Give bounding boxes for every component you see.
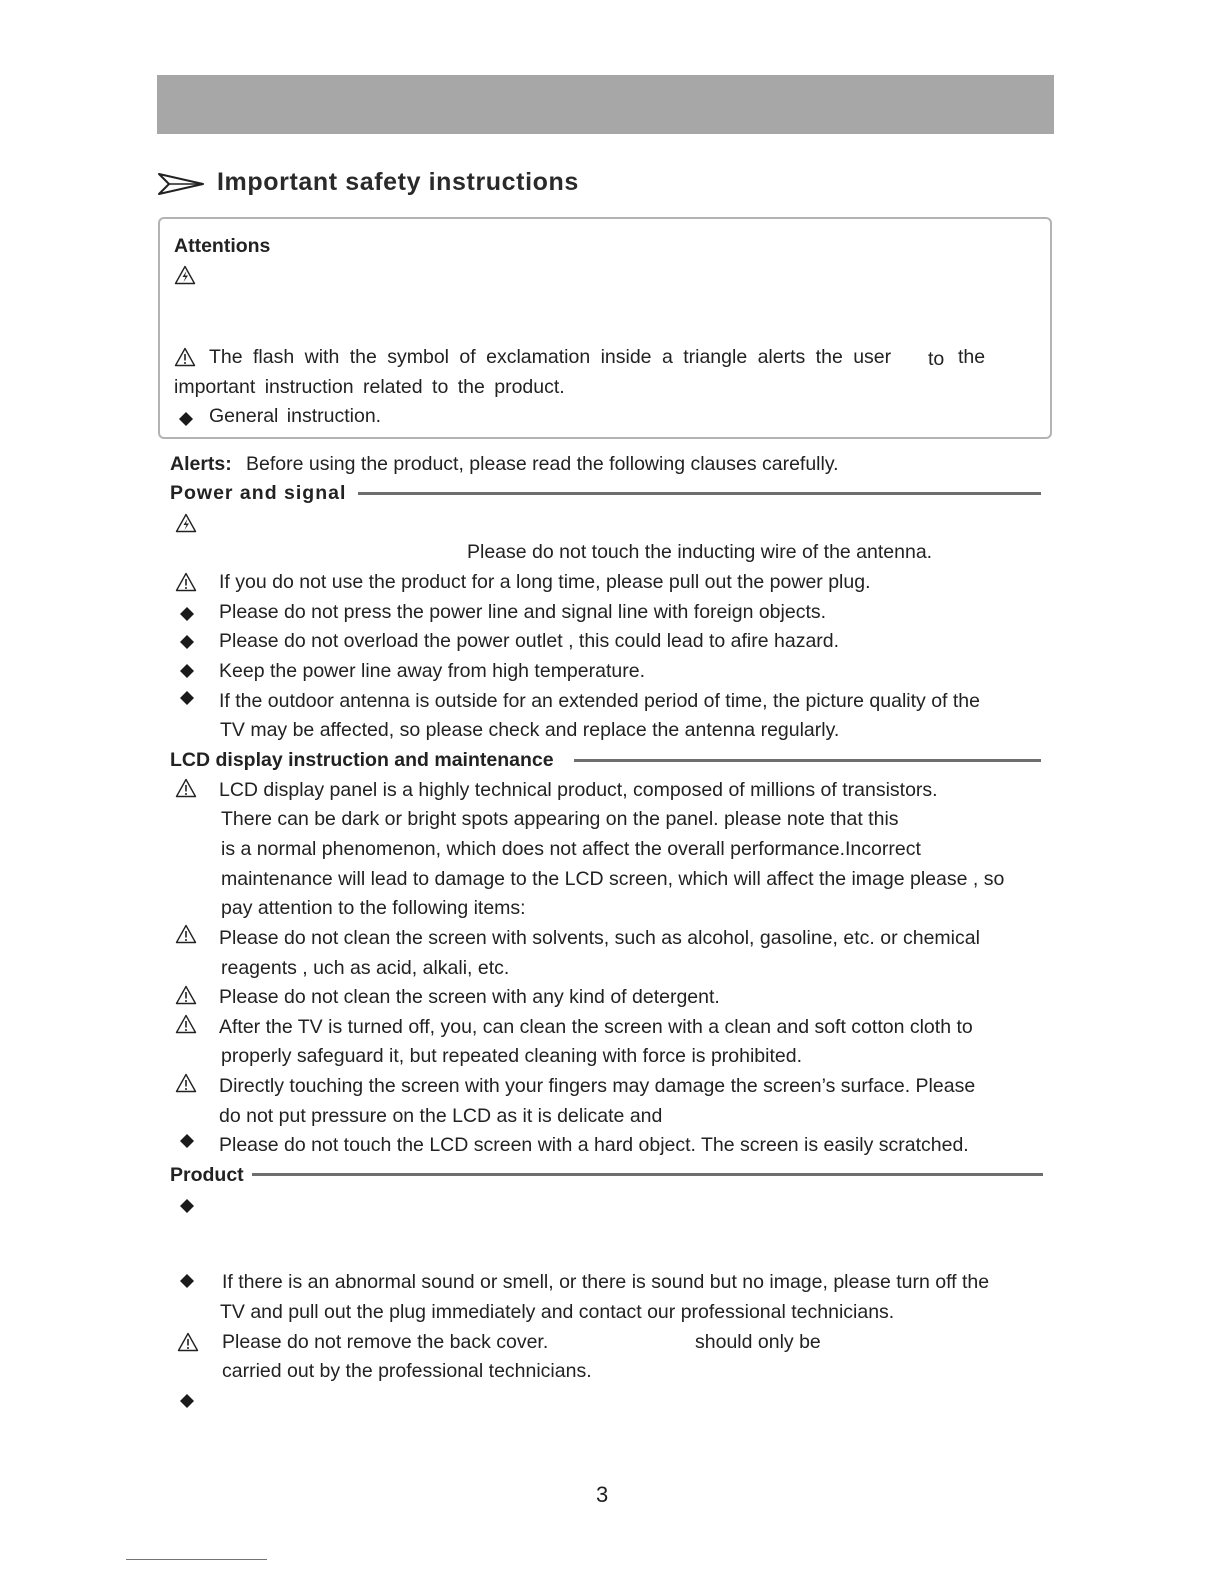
section-rule bbox=[574, 759, 1041, 762]
alerts-label: Alerts: bbox=[170, 453, 232, 475]
page-title: Important safety instructions bbox=[217, 168, 579, 196]
diamond-bullet-icon bbox=[179, 690, 195, 706]
warning-icon bbox=[175, 778, 197, 798]
lcd-line: LCD display panel is a highly technical product, composed of millions of transistors. bbox=[219, 779, 938, 801]
lcd-heading: LCD display instruction and maintenance bbox=[170, 749, 554, 771]
warning-icon bbox=[174, 347, 196, 367]
product-heading: Product bbox=[170, 1164, 244, 1186]
lcd-line: do not put pressure on the LCD as it is delicate and bbox=[219, 1105, 663, 1127]
warning-icon bbox=[175, 924, 197, 944]
diamond-bullet-icon bbox=[179, 1133, 195, 1149]
lcd-line: There can be dark or bright spots appearing on the panel. please note that this bbox=[221, 808, 899, 830]
product-line: TV and pull out the plug immediately and contact our professional technicians. bbox=[220, 1301, 895, 1323]
attentions-warning-the: the bbox=[958, 346, 986, 368]
product-line: Please do not remove the back cover. bbox=[222, 1331, 549, 1353]
footer-line bbox=[126, 1559, 267, 1560]
power-item: If you do not use the product for a long time, please pull out the power plug. bbox=[219, 571, 871, 593]
page-number: 3 bbox=[596, 1482, 609, 1507]
warning-icon bbox=[175, 1014, 197, 1034]
lcd-line: properly safeguard it, but repeated cleaning with force is prohibited. bbox=[221, 1045, 803, 1067]
diamond-bullet-icon bbox=[179, 634, 195, 650]
diamond-bullet-icon bbox=[179, 1198, 195, 1214]
lcd-line: Please do not clean the screen with any kind of detergent. bbox=[219, 986, 720, 1008]
attentions-warning-line2: important instruction related to the product. bbox=[174, 376, 565, 398]
attentions-general: General instruction. bbox=[209, 405, 382, 427]
attentions-warning-line1: The flash with the symbol of exclamation inside a triangle alerts the user bbox=[209, 346, 892, 368]
power-item: Please do not press the power line and signal line with foreign objects. bbox=[219, 601, 827, 623]
power-heading: Power and signal bbox=[170, 482, 347, 504]
warning-icon bbox=[175, 1073, 197, 1093]
lcd-line: is a normal phenomenon, which does not affect the overall performance.Incorrect bbox=[221, 838, 921, 860]
lcd-line: Please do not touch the LCD screen with a hard object. The screen is easily scratched. bbox=[219, 1134, 969, 1156]
flash-warning-icon bbox=[175, 513, 197, 533]
header-bar bbox=[157, 75, 1054, 134]
diamond-bullet-icon bbox=[179, 663, 195, 679]
lcd-line: reagents , uch as acid, alkali, etc. bbox=[221, 957, 510, 979]
warning-icon bbox=[177, 1332, 199, 1352]
power-item-continued: TV may be affected, so please check and replace the antenna regularly. bbox=[220, 719, 840, 741]
power-item: Please do not overload the power outlet , this could lead to afire hazard. bbox=[219, 630, 840, 652]
antenna-note: Please do not touch the inducting wire of the antenna. bbox=[467, 541, 933, 563]
diamond-bullet-icon bbox=[178, 411, 194, 427]
diamond-bullet-icon bbox=[179, 606, 195, 622]
diamond-bullet-icon bbox=[179, 1273, 195, 1289]
attentions-warning-to: to bbox=[928, 348, 945, 370]
product-line: carried out by the professional technicians. bbox=[222, 1360, 592, 1382]
power-item: If the outdoor antenna is outside for an extended period of time, the picture quality of the bbox=[219, 690, 980, 712]
lcd-line: Directly touching the screen with your fingers may damage the screen’s surface. Please bbox=[219, 1075, 976, 1097]
attentions-heading: Attentions bbox=[174, 235, 271, 257]
section-rule bbox=[358, 492, 1041, 495]
lcd-line: maintenance will lead to damage to the LCD screen, which will affect the image please , so bbox=[221, 868, 1005, 890]
lcd-line: pay attention to the following items: bbox=[221, 897, 526, 919]
flash-warning-icon bbox=[174, 265, 196, 285]
lcd-line: After the TV is turned off, you, can clean the screen with a clean and soft cotton cloth to bbox=[219, 1016, 973, 1038]
product-line: If there is an abnormal sound or smell, or there is sound but no image, please turn off the bbox=[222, 1271, 990, 1293]
title-arrow-icon bbox=[157, 170, 205, 198]
diamond-bullet-icon bbox=[179, 1393, 195, 1409]
product-line: should only be bbox=[695, 1331, 821, 1353]
section-rule bbox=[252, 1173, 1043, 1176]
alerts-text: Before using the product, please read the following clauses carefully. bbox=[246, 453, 839, 475]
power-item: Keep the power line away from high temperature. bbox=[219, 660, 645, 682]
warning-icon bbox=[175, 985, 197, 1005]
lcd-line: Please do not clean the screen with solvents, such as alcohol, gasoline, etc. or chemical bbox=[219, 927, 980, 949]
warning-icon bbox=[175, 572, 197, 592]
